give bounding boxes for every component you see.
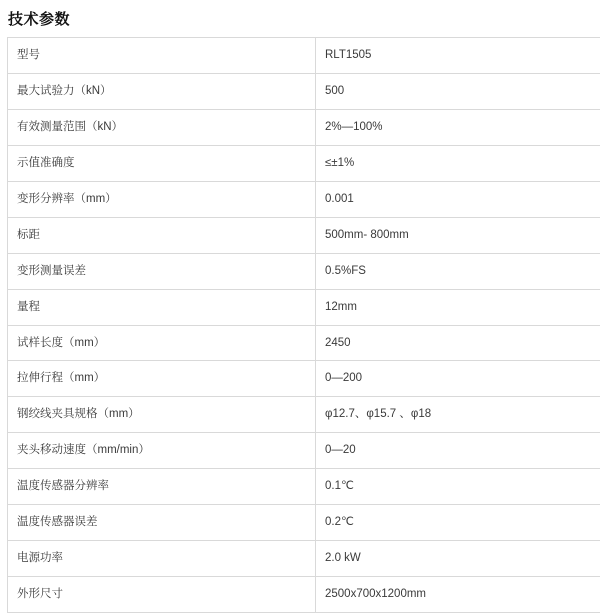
param-name: 标距: [8, 217, 316, 253]
param-name: 型号: [8, 38, 316, 74]
table-row: [8, 505, 600, 541]
table-body: [8, 38, 600, 613]
param-value: 2.0 kW: [316, 541, 600, 577]
param-name: 拉伸行程（mm）: [8, 361, 316, 397]
param-name: 量程: [8, 289, 316, 325]
param-name: 变形分辨率（mm）: [8, 181, 316, 217]
table-row: [8, 145, 600, 181]
param-name: 钢绞线夹具规格（mm）: [8, 397, 316, 433]
table-row: [8, 289, 600, 325]
param-name: 有效测量范围（kN）: [8, 109, 316, 145]
table-row: [8, 433, 600, 469]
param-value: φ12.7、φ15.7 、φ18: [316, 397, 600, 433]
param-value: 2500x700x1200mm: [316, 577, 600, 613]
param-name: 试样长度（mm）: [8, 325, 316, 361]
table-row: [8, 361, 600, 397]
param-value: RLT1505: [316, 38, 600, 74]
table-row: [8, 217, 600, 253]
table-row: [8, 253, 600, 289]
table-row: [8, 325, 600, 361]
param-value: 2%—100%: [316, 109, 600, 145]
param-value: 0.001: [316, 181, 600, 217]
table-row: [8, 181, 600, 217]
param-name: 变形测量误差: [8, 253, 316, 289]
param-value: 500: [316, 73, 600, 109]
param-name: 电源功率: [8, 541, 316, 577]
technical-parameters-table: [7, 37, 600, 613]
table-row: [8, 109, 600, 145]
param-name: 温度传感器误差: [8, 505, 316, 541]
param-name: 最大试验力（kN）: [8, 73, 316, 109]
param-value: ≤±1%: [316, 145, 600, 181]
table-row: [8, 397, 600, 433]
param-value: 0—20: [316, 433, 600, 469]
param-value: 0—200: [316, 361, 600, 397]
param-name: 外形尺寸: [8, 577, 316, 613]
table-row: [8, 469, 600, 505]
param-name: 示值准确度: [8, 145, 316, 181]
table-row: [8, 38, 600, 74]
page-title: 技术参数: [0, 0, 600, 37]
table-row: [8, 73, 600, 109]
param-name: 夹头移动速度（mm/min）: [8, 433, 316, 469]
param-value: 12mm: [316, 289, 600, 325]
param-value: 0.5%FS: [316, 253, 600, 289]
param-value: 2450: [316, 325, 600, 361]
param-value: 0.2℃: [316, 505, 600, 541]
param-name: 温度传感器分辨率: [8, 469, 316, 505]
table-row: [8, 541, 600, 577]
param-value: 0.1℃: [316, 469, 600, 505]
table-row: [8, 577, 600, 613]
param-value: 500mm- 800mm: [316, 217, 600, 253]
